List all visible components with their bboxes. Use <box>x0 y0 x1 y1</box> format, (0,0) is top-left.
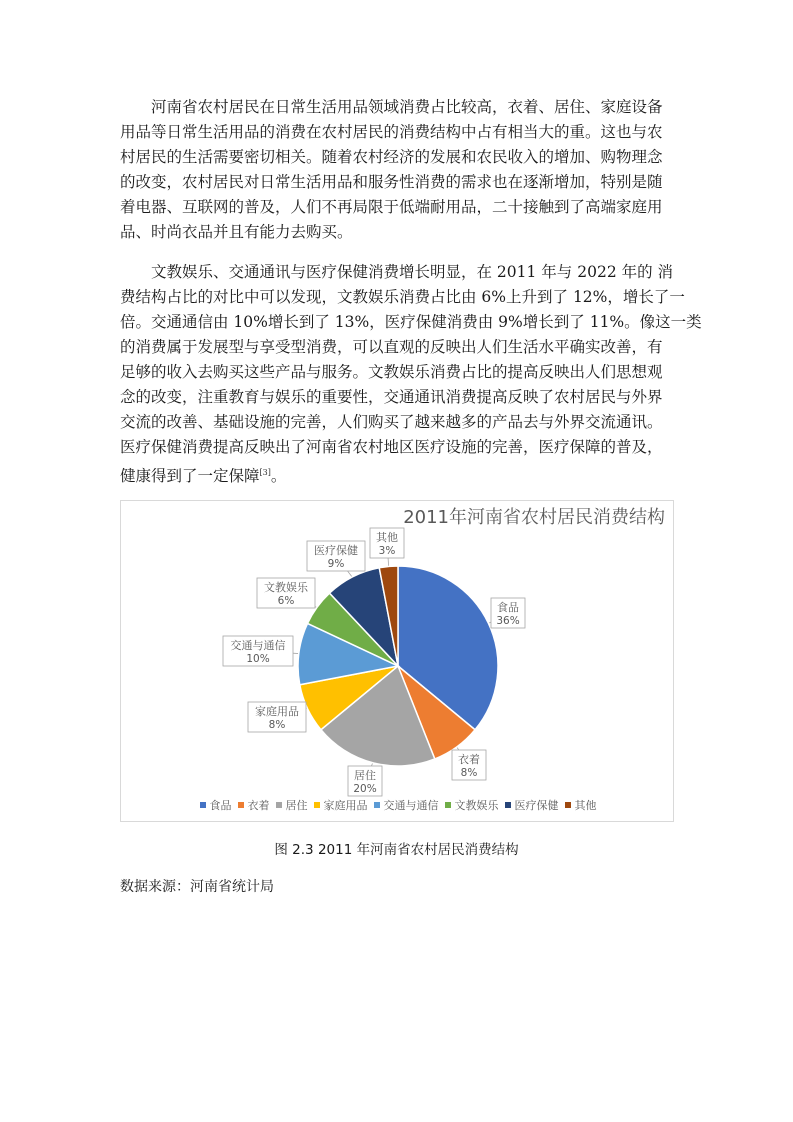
legend-item-7[interactable] <box>505 797 559 813</box>
paragraph-line: 的改变，农村居民对日常生活用品和服务性消费的需求也在逐渐增加，特别是随 <box>120 173 663 191</box>
legend-item-2[interactable] <box>238 797 270 813</box>
data-label-value: 8% <box>268 719 286 731</box>
pie-chart-svg <box>121 501 675 823</box>
data-label-category: 医疗保健 <box>314 544 358 557</box>
paragraph-line: 医疗保健消费提高反映出了河南省农村地区医疗设施的完善，医疗保障的普及， <box>120 438 663 456</box>
legend-label: 衣着 <box>247 799 270 812</box>
legend-item-4[interactable] <box>314 797 368 813</box>
data-label-7 <box>307 541 365 571</box>
data-label-value: 9% <box>327 558 345 570</box>
paragraph-line-tail: 。 <box>270 467 287 485</box>
data-source: 数据来源：河南省统计局 <box>120 879 274 895</box>
data-label-value: 8% <box>460 767 478 779</box>
legend-swatch <box>374 802 380 808</box>
legend-swatch <box>314 802 320 808</box>
data-label-1 <box>491 598 525 628</box>
data-label-category: 食品 <box>497 601 519 614</box>
paragraph-last-line <box>120 460 676 489</box>
figure-caption: 图 2.3 2011 年河南省农村居民消费结构 <box>274 842 519 858</box>
paragraph-line: 着电器、互联网的普及，人们不再局限于低端耐用品，二十接触到了高端家庭用 <box>120 198 663 216</box>
data-label-3 <box>348 766 382 796</box>
data-label-8 <box>370 528 404 558</box>
paragraph-line: 倍。交通通信由 10%增长到了 13%，医疗保健消费由 9%增长到了 11%。像这一类 <box>120 313 702 331</box>
legend-item-3[interactable] <box>276 797 308 813</box>
pie-chart <box>120 500 674 822</box>
data-label-4 <box>248 702 306 732</box>
paragraph-line: 用品等日常生活用品的消费在农村居民的消费结构中占有相当大的重。这也与农 <box>120 123 663 141</box>
paragraph-line: 足够的收入去购买这些产品与服务。文教娱乐消费占比的提高反映出人们思想观 <box>120 363 663 381</box>
data-label-6 <box>257 578 315 608</box>
legend-item-5[interactable] <box>374 797 439 813</box>
legend-label: 其他 <box>574 799 597 812</box>
legend-item-1[interactable] <box>200 797 232 813</box>
data-label-value: 6% <box>277 595 295 607</box>
legend-item-8[interactable] <box>565 797 597 813</box>
legend-label: 居住 <box>285 799 308 812</box>
legend-label: 家庭用品 <box>323 799 368 812</box>
paragraph-line: 文教娱乐、交通通讯与医疗保健消费增长明显，在 2011 年与 2022 年的 消 <box>151 263 674 281</box>
data-label-category: 其他 <box>376 531 398 544</box>
data-label-category: 文教娱乐 <box>264 581 308 594</box>
data-label-5 <box>223 636 293 666</box>
legend-swatch <box>565 802 571 808</box>
data-label-category: 居住 <box>354 769 376 782</box>
legend-swatch <box>445 802 451 808</box>
legend-label: 文教娱乐 <box>454 799 499 812</box>
data-label-category: 家庭用品 <box>255 705 299 718</box>
data-label-value: 20% <box>353 783 377 795</box>
data-label-value: 10% <box>246 653 270 665</box>
legend-item-6[interactable] <box>445 797 499 813</box>
data-label-value: 3% <box>378 545 396 557</box>
legend-label: 医疗保健 <box>514 799 559 812</box>
citation-marker[interactable]: [3] <box>259 468 271 477</box>
paragraph-line: 念的改变，注重教育与娱乐的重要性，交通通讯消费提高反映了农村居民与外界 <box>120 388 663 406</box>
data-label-value: 36% <box>496 615 520 627</box>
legend-label: 食品 <box>209 799 232 812</box>
paragraph-line: 村居民的生活需要密切相关。随着农村经济的发展和农民收入的增加、购物理念 <box>120 148 663 166</box>
data-label-category: 交通与通信 <box>230 639 286 652</box>
chart-legend <box>121 797 675 813</box>
data-label-category: 衣着 <box>458 753 480 766</box>
legend-label: 交通与通信 <box>383 799 439 812</box>
paragraph-line: 的消费属于发展型与享受型消费，可以直观的反映出人们生活水平确实改善，有 <box>120 338 663 356</box>
chart-title: 2011年河南省农村居民消费结构 <box>403 507 665 528</box>
paragraph-line: 品、时尚衣品并且有能力去购买。 <box>120 223 353 241</box>
paragraph-line: 费结构占比的对比中可以发现，文教娱乐消费占比由 6%上升到了 12%，增长了一 <box>120 288 685 306</box>
paragraph-line: 河南省农村居民在日常生活用品领域消费占比较高，衣着、居住、家庭设备 <box>151 98 663 116</box>
paragraph-1 <box>120 95 676 245</box>
legend-swatch <box>238 802 244 808</box>
paragraph-line-text: 健康得到了一定保障 <box>120 467 260 485</box>
legend-swatch <box>505 802 511 808</box>
paragraph-line: 交流的改善、基础设施的完善，人们购买了越来越多的产品去与外界交流通讯。 <box>120 413 663 431</box>
paragraph-2 <box>120 260 702 489</box>
legend-swatch <box>276 802 282 808</box>
legend-swatch <box>200 802 206 808</box>
data-label-2 <box>452 750 486 780</box>
